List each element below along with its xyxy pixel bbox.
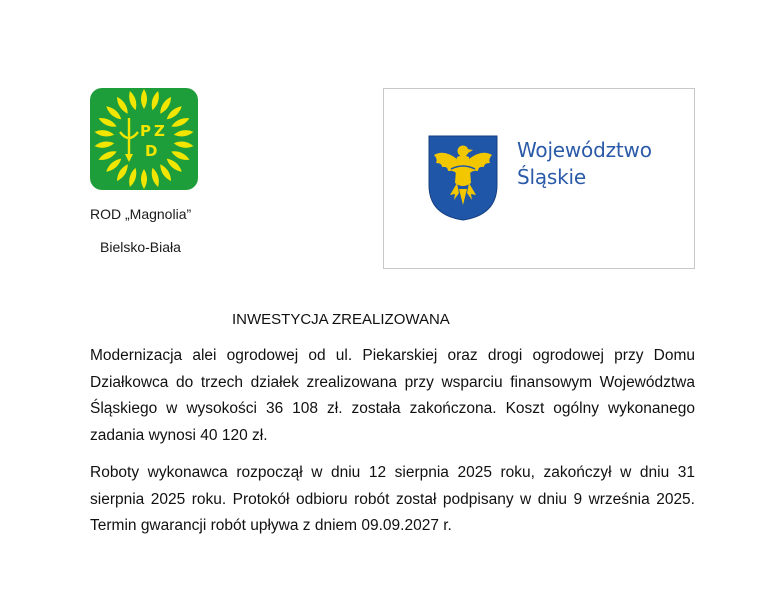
- organization-city: Bielsko-Biała: [100, 239, 181, 255]
- sponsor-name-line2: Śląskie: [517, 165, 586, 189]
- pzd-logo-icon: [90, 88, 198, 190]
- sponsor-logo-box: [383, 88, 695, 269]
- organization-name: ROD „Magnolia”: [90, 206, 192, 222]
- svg-text:P: P: [140, 122, 151, 140]
- svg-text:D: D: [145, 142, 158, 160]
- svg-text:Z: Z: [154, 122, 165, 140]
- sponsor-name: [517, 137, 652, 191]
- paragraph-investment: Modernizacja alei ogrodowej od ul. Piekarskiej oraz drogi ogrodowej przy Domu Działkowca do trzech działek zrealizowana przy wsparciu finansowym Województwa Śląskiego w wysokości 36 108 zł. została zakończona. Koszt ogólny wykonanego zadania wynosi 40 120 zł.: [90, 347, 695, 444]
- silesia-crest-icon: [428, 135, 498, 221]
- paragraph-timeline: Roboty wykonawca rozpoczął w dniu 12 sierpnia 2025 roku, zakończył w dniu 31 sierpnia 2025 roku. Protokół odbioru robót został podpisany w dniu 9 września 2025. Termin gwarancji robót upływa z dniem 09.09.2027 r.: [90, 464, 695, 534]
- sponsor-name-line1: Województwo: [517, 138, 652, 162]
- document-title: INWESTYCJA ZREALIZOWANA: [232, 311, 450, 328]
